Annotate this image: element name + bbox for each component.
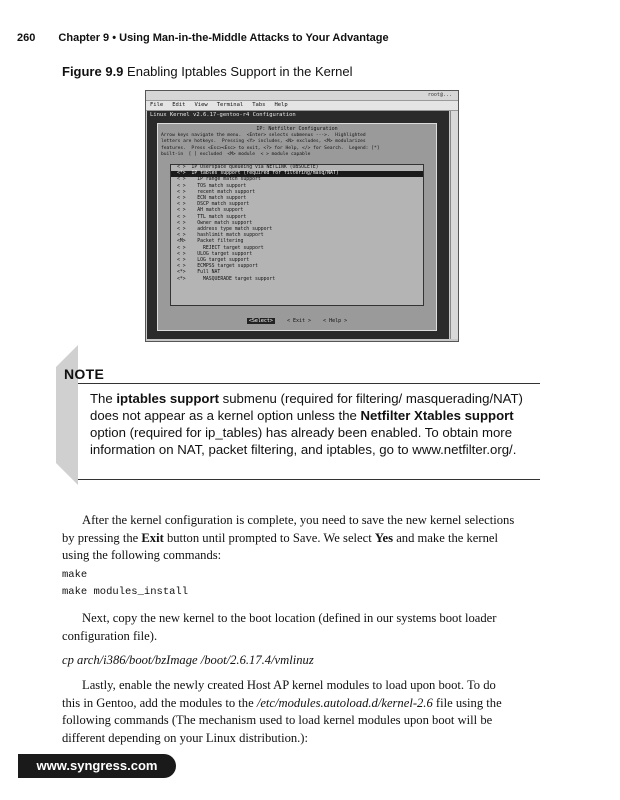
para1-segment: Exit xyxy=(141,530,164,545)
dialog-buttons xyxy=(158,318,436,324)
menu-item-file[interactable]: File xyxy=(150,102,164,108)
option-item[interactable]: < > ECMPSS target support xyxy=(177,264,258,270)
option-item[interactable]: <M> Packet filtering xyxy=(177,239,244,245)
terminal-screenshot xyxy=(145,90,459,342)
note-bottom-rule xyxy=(78,479,540,480)
chapter-title: Chapter 9 • Using Man-in-the-Middle Attacks to Your Advantage xyxy=(58,32,389,44)
para1-segment: After the kernel configuration is complete, you need to save the new kernel selections by pressing the xyxy=(62,513,515,545)
option-item[interactable]: < > IP range match support xyxy=(177,177,261,183)
menu-item-tabs[interactable]: Tabs xyxy=(252,102,266,108)
para1-segment: Yes xyxy=(374,530,394,545)
note-segment: The xyxy=(90,391,117,406)
body-paragraph-3 xyxy=(62,677,516,747)
note-label: NOTE xyxy=(64,366,105,382)
option-item[interactable]: < > AH match support xyxy=(177,208,244,214)
dialog-button-0[interactable]: <Select> xyxy=(248,318,273,324)
option-item[interactable]: < > LOG target support xyxy=(177,258,250,264)
menu-item-help[interactable]: Help xyxy=(274,102,288,108)
command-make-modules: make modules_install xyxy=(62,586,189,598)
option-item[interactable]: <*> IP tables support (required for filtering/masq/NAT) xyxy=(171,171,423,177)
menu-item-view[interactable]: View xyxy=(194,102,208,108)
option-item[interactable]: <*> MASQUERADE target support xyxy=(177,276,276,282)
option-list xyxy=(170,164,424,306)
para3-segment: file using the following commands (The mechanism used to load kernel modules upon boot will be different depending on your Linux distribution.): xyxy=(62,695,502,745)
dialog-button-1[interactable]: < Exit > xyxy=(286,318,312,324)
terminal-area xyxy=(147,111,449,339)
option-item[interactable]: < > DSCP match support xyxy=(177,202,250,208)
menu-item-edit[interactable]: Edit xyxy=(172,102,186,108)
option-item[interactable]: < > IP Userspace queueing via NETLINK (OBSOLETE) xyxy=(177,165,319,170)
paragraph-save-kernel xyxy=(62,512,516,565)
option-item[interactable]: < > REJECT target support xyxy=(177,245,264,251)
terminal-scrollbar xyxy=(450,111,458,339)
note-top-rule xyxy=(78,383,540,384)
option-item[interactable]: < > TOS match support xyxy=(177,183,247,189)
running-header xyxy=(17,32,389,44)
option-item[interactable]: < > TTL match support xyxy=(177,214,247,220)
body-paragraph-2 xyxy=(62,610,516,645)
option-item[interactable]: < > address type match support xyxy=(177,227,273,233)
para3-segment: Lastly, enable the newly created Host AP kernel modules to load upon boot. To do this in Gentoo, add the modules to the xyxy=(62,678,496,710)
command-copy: cp arch/i386/boot/bzImage /boot/2.6.17.4/vmlinuz xyxy=(62,653,314,667)
note-segment: option (required for ip_tables) has already been enabled. To obtain more information on NAT, packet filtering, and iptables, go to www.netfilter.org/. xyxy=(90,425,517,457)
note-segment: Netfilter Xtables support xyxy=(360,408,514,423)
note-body xyxy=(90,390,536,458)
figure-title: Enabling Iptables Support in the Kernel xyxy=(127,64,353,79)
note-segment: iptables support xyxy=(116,391,219,406)
page-number: 260 xyxy=(17,32,36,44)
figure-label: Figure 9.9 xyxy=(62,64,124,79)
dialog-button-2[interactable]: < Help > xyxy=(323,318,348,324)
note-segment: submenu (required for filtering/ masquerading/NAT) does not appear as a kernel option unless the xyxy=(90,391,523,423)
config-heading: Linux Kernel v2.6.17-gentoo-r4 Configuration xyxy=(150,112,296,118)
body-paragraph-1 xyxy=(62,512,516,565)
dialog-help-text: Arrow keys navigate the menu. <Enter> selects submenus --->. Highlighted letters are hotkeys. Pressing <Y> includes, <N> excludes, <M> modularizes features. Press <Esc><Esc> to exit, <?> for Help, </> for Search. Legend: [*] built-in [ ] excluded <M> module < > module capable xyxy=(161,133,380,158)
option-item[interactable]: < > Owner match support xyxy=(177,220,253,226)
option-item[interactable]: < > ECN match support xyxy=(177,196,247,202)
option-item[interactable]: < > hashlimit match support xyxy=(177,233,264,239)
netfilter-dialog xyxy=(157,123,437,331)
menu-item-terminal[interactable]: Terminal xyxy=(216,102,244,108)
terminal-menubar xyxy=(146,101,458,111)
figure-caption xyxy=(62,64,353,79)
paragraph-copy-kernel: Next, copy the new kernel to the boot location (defined in our systems boot loader configuration file). xyxy=(62,611,497,643)
dialog-title: IP: Netfilter Configuration xyxy=(256,126,338,132)
option-item[interactable]: < > ULOG target support xyxy=(177,251,253,257)
command-make: make xyxy=(62,569,88,581)
para1-segment: button until prompted to Save. We select xyxy=(163,530,375,545)
publisher-url-badge: www.syngress.com xyxy=(18,754,176,778)
para3-segment: /etc/modules.autoload.d/kernel-2.6 xyxy=(256,695,433,710)
option-item[interactable]: <*> Full NAT xyxy=(177,270,221,276)
para1-segment: and make the kernel using the following commands: xyxy=(62,530,498,562)
window-titlebar: root@... xyxy=(146,91,458,101)
paragraph-enable-modules xyxy=(62,677,516,747)
option-item[interactable]: < > recent match support xyxy=(177,189,255,195)
